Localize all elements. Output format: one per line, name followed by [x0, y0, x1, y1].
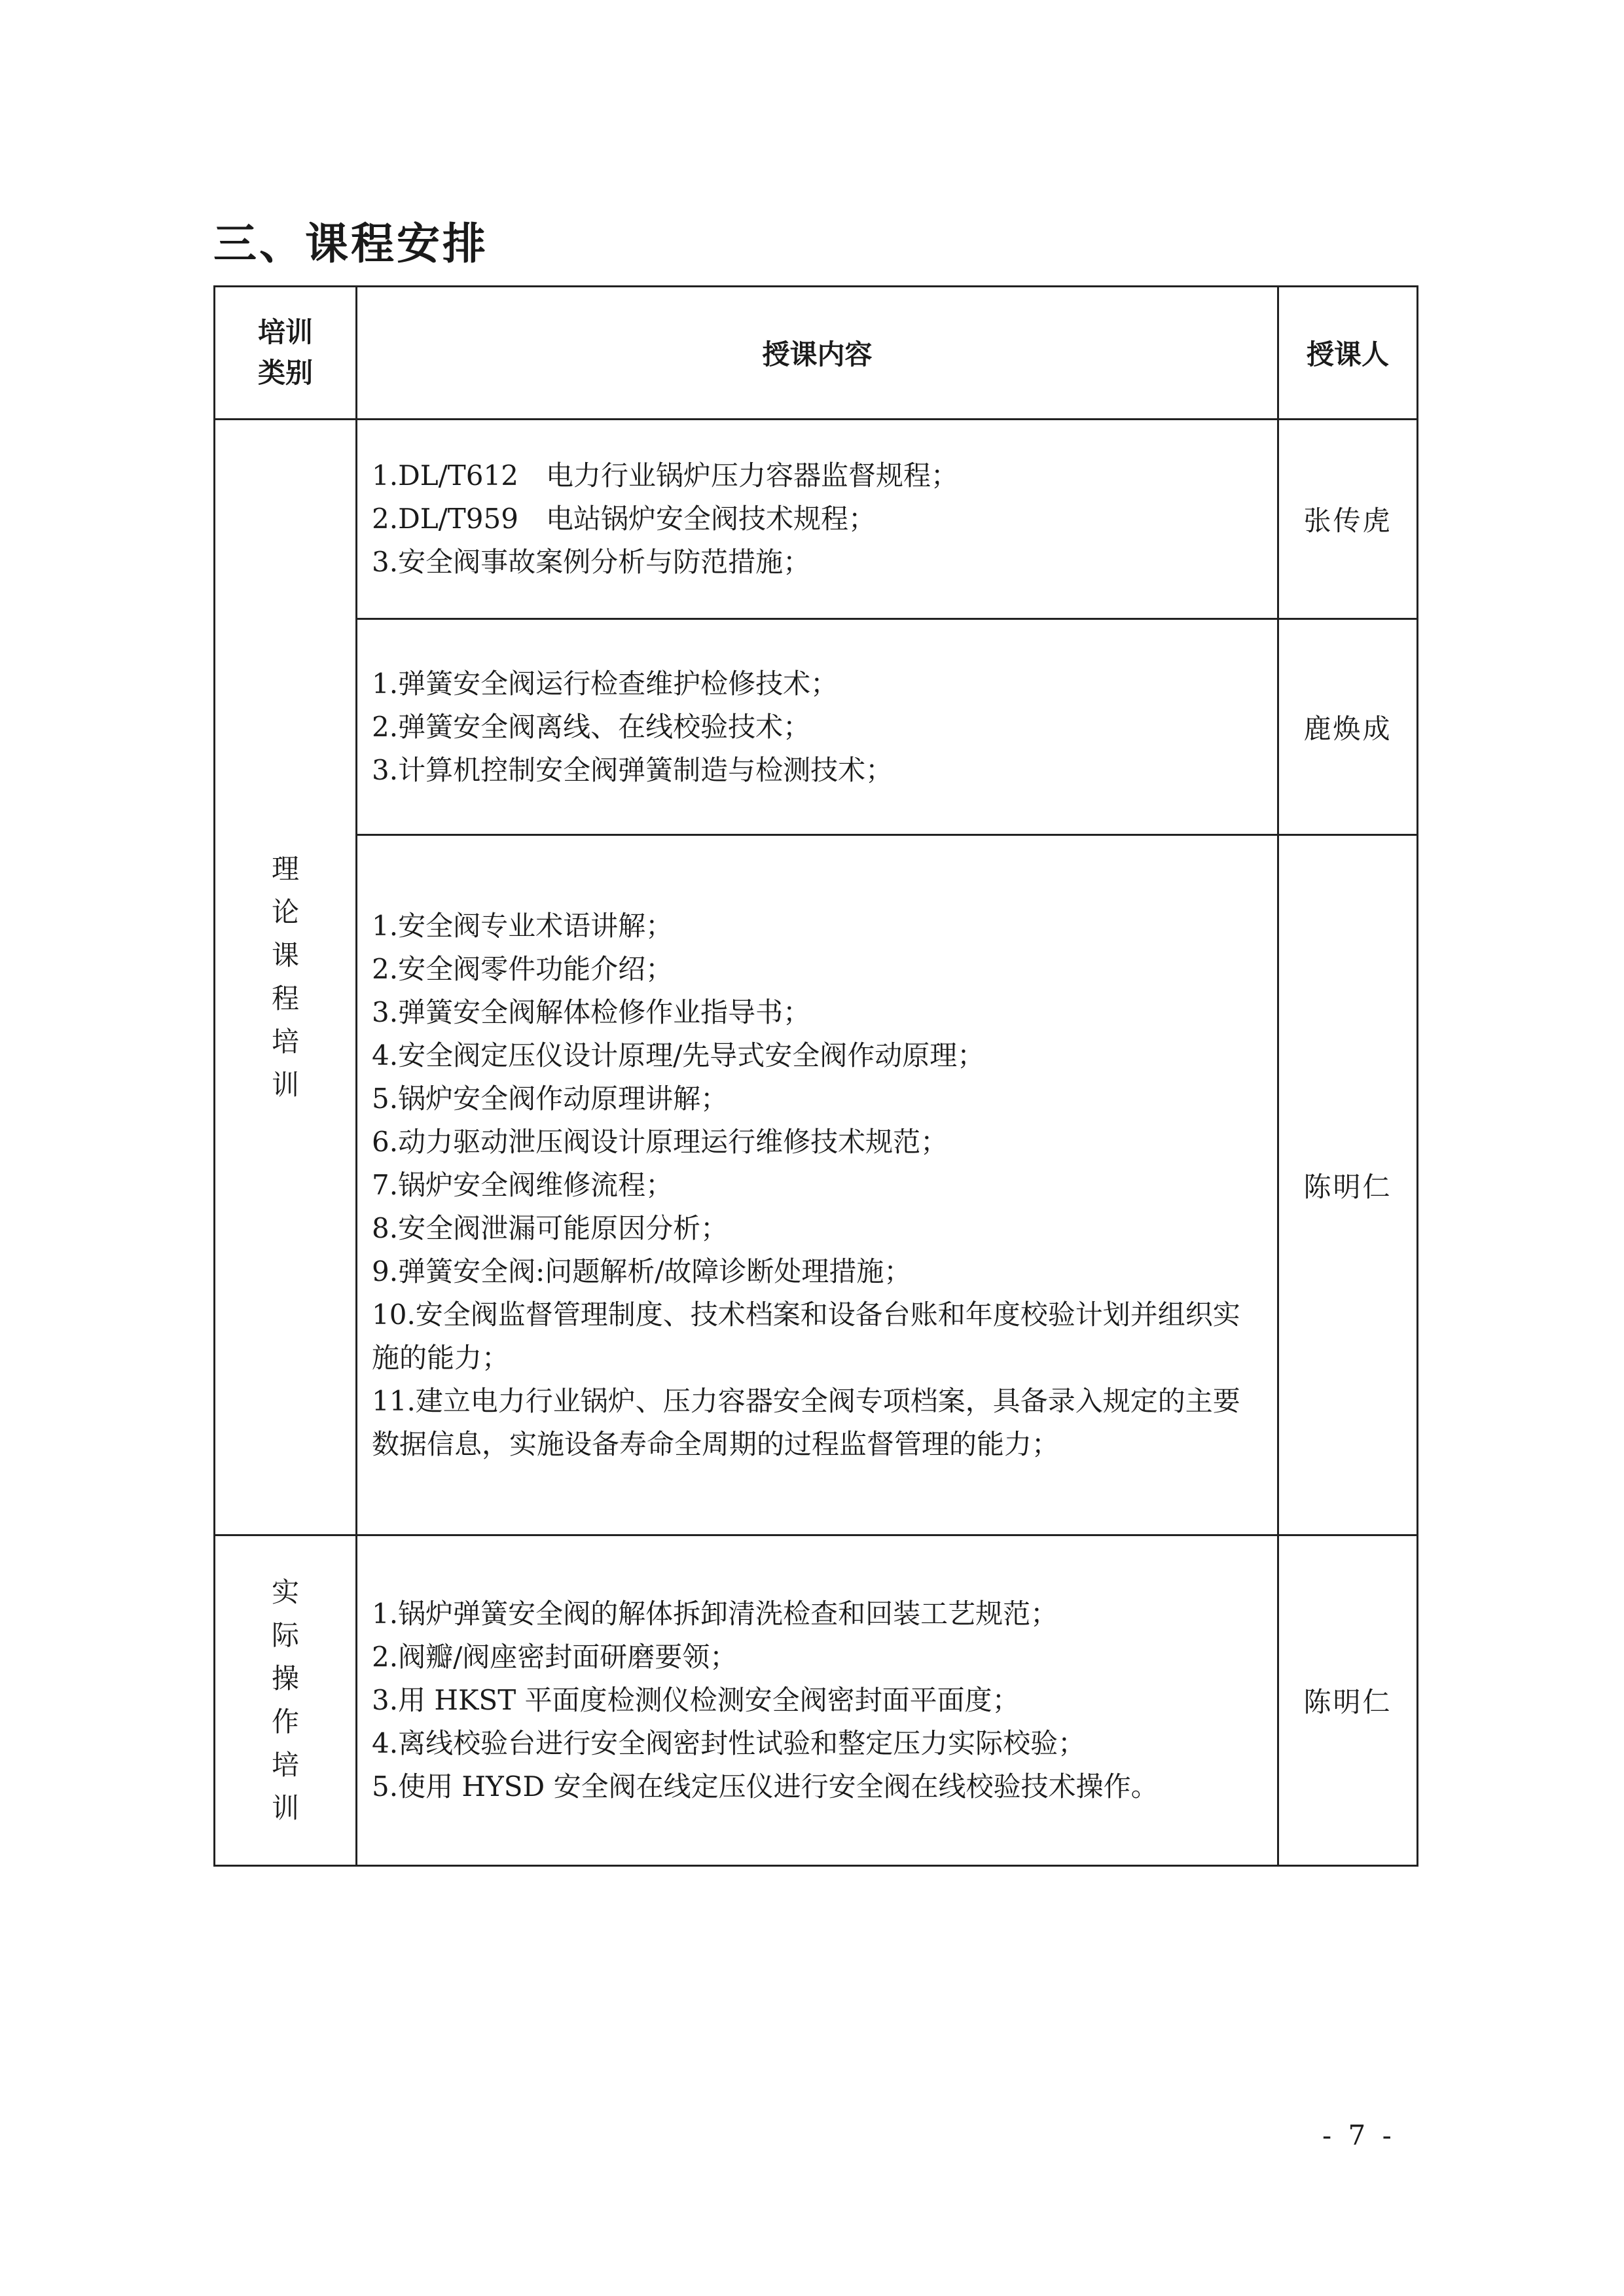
content-line: 3.计算机控制安全阀弹簧制造与检测技术； — [372, 753, 893, 786]
category-char: 操 — [271, 1662, 299, 1695]
content-line: 2.阀瓣/阀座密封面研磨要领； — [372, 1641, 738, 1673]
category-char: 际 — [271, 1619, 299, 1651]
teacher-cell: 鹿焕成 — [1278, 619, 1418, 835]
page-number: - 7 - — [1322, 2119, 1396, 2151]
header-teacher: 授课人 — [1278, 287, 1418, 420]
section-title: 三、课程安排 — [213, 219, 488, 269]
content-line: 9.弹簧安全阀:问题解析/故障诊断处理措施； — [372, 1255, 912, 1287]
content-cell — [357, 420, 1278, 619]
teacher-cell: 陈明仁 — [1278, 1535, 1418, 1866]
category-char: 实 — [271, 1576, 299, 1608]
category-practical — [215, 1535, 357, 1866]
header-content: 授课内容 — [357, 287, 1278, 420]
content-line: 8.安全阀泄漏可能原因分析； — [372, 1211, 729, 1244]
content-line: 3.弹簧安全阀解体检修作业指导书； — [372, 996, 811, 1028]
content-line: 2.安全阀零件功能介绍； — [372, 952, 674, 985]
content-line: 1.安全阀专业术语讲解； — [372, 909, 674, 942]
category-char: 论 — [271, 896, 299, 928]
category-char: 理 — [271, 853, 299, 885]
content-line: 2.弹簧安全阀离线、在线校验技术； — [372, 710, 811, 743]
content-line: 1.DL/T612 电力行业锅炉压力容器监督规程； — [372, 459, 958, 492]
category-char: 培 — [271, 1026, 299, 1058]
content-line: 3.用 HKST 平面度检测仪检测安全阀密封面平面度； — [372, 1684, 1020, 1716]
content-line: 4.离线校验台进行安全阀密封性试验和整定压力实际校验； — [372, 1727, 1086, 1759]
category-char: 课 — [271, 939, 299, 971]
content-line: 1.弹簧安全阀运行检查维护检修技术； — [372, 667, 839, 700]
category-theory — [215, 420, 357, 1535]
teacher-cell: 张传虎 — [1278, 420, 1418, 619]
header-category-line-2: 类别 — [257, 357, 313, 389]
content-line: 5.使用 HYSD 安全阀在线定压仪进行安全阀在线校验技术操作。 — [372, 1770, 1159, 1803]
table-row — [215, 1535, 1418, 1866]
category-char: 作 — [271, 1706, 299, 1738]
content-line: 2.DL/T959 电站锅炉安全阀技术规程； — [372, 503, 876, 535]
table-row — [215, 420, 1418, 619]
table-row — [215, 619, 1418, 835]
category-char: 训 — [271, 1069, 299, 1101]
content-line: 6.动力驱动泄压阀设计原理运行维修技术规范； — [372, 1125, 948, 1158]
content-line: 1.锅炉弹簧安全阀的解体拆卸清洗检查和回装工艺规范； — [372, 1598, 1058, 1630]
category-char: 训 — [271, 1792, 299, 1824]
header-category — [215, 287, 357, 420]
teacher-cell: 陈明仁 — [1278, 835, 1418, 1535]
content-line: 11.建立电力行业锅炉、压力容器安全阀专项档案，具备录入规定的主要数据信息，实施设备寿命全周期的过程监督管理的能力； — [372, 1384, 1240, 1460]
table-row — [215, 835, 1418, 1535]
content-cell — [357, 835, 1278, 1535]
content-cell — [357, 1535, 1278, 1866]
content-line: 7.锅炉安全阀维修流程； — [372, 1168, 674, 1201]
header-category-line-1: 培训 — [257, 316, 313, 348]
category-char: 程 — [271, 982, 299, 1014]
content-line: 5.锅炉安全阀作动原理讲解； — [372, 1082, 729, 1115]
table-header-row — [215, 287, 1418, 420]
course-schedule-table — [213, 285, 1418, 1867]
content-cell — [357, 619, 1278, 835]
content-line: 3.安全阀事故案例分析与防范措施； — [372, 546, 811, 578]
content-line: 4.安全阀定压仪设计原理/先导式安全阀作动原理； — [372, 1039, 985, 1071]
category-char: 培 — [271, 1749, 299, 1781]
content-line: 10.安全阀监督管理制度、技术档案和设备台账和年度校验计划并组织实施的能力； — [372, 1298, 1240, 1374]
